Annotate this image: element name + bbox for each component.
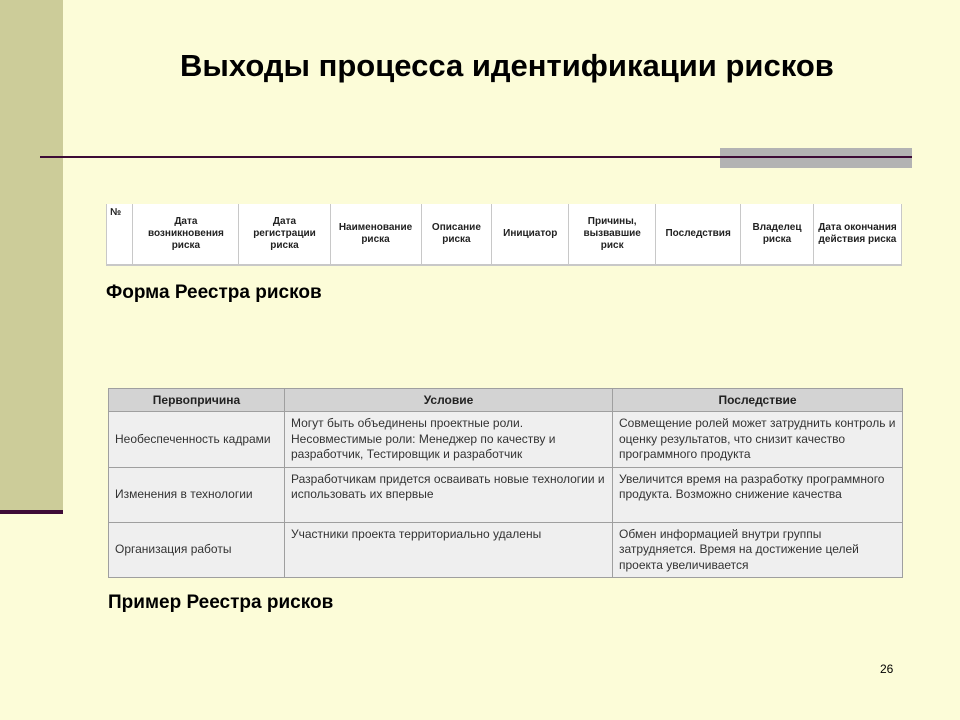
table-row	[109, 412, 903, 468]
cause-cell: Изменения в технологии	[109, 467, 285, 522]
example-column-header: Последствие	[613, 389, 903, 412]
consequence-cell: Совмещение ролей может затруднить контроль и оценку результатов, что снизит качество программного продукта	[613, 412, 903, 468]
risk-registry-example-table	[108, 388, 903, 578]
form-column-header: Последствия	[656, 204, 741, 265]
consequence-cell: Обмен информацией внутри группы затрудняется. Время на достижение целей проекта увеличивается	[613, 522, 903, 578]
left-decor-band	[0, 0, 63, 510]
form-registry-caption: Форма Реестра рисков	[106, 282, 322, 303]
cause-cell: Организация работы	[109, 522, 285, 578]
form-column-header: Дата регистрации риска	[239, 204, 330, 265]
example-header-row	[109, 389, 903, 412]
condition-cell: Участники проекта территориально удалены	[285, 522, 613, 578]
form-column-header: Причины, вызвавшие риск	[569, 204, 656, 265]
table-row	[109, 467, 903, 522]
form-column-header: Дата возникновения риска	[133, 204, 239, 265]
form-column-header: Владелец риска	[741, 204, 814, 265]
condition-cell: Могут быть объединены проектные роли. Несовместимые роли: Менеджер по качеству и разработчик, Тестировщик и разработчик	[285, 412, 613, 468]
form-header-row	[107, 204, 902, 265]
table-row	[109, 522, 903, 578]
title-rule-accent	[720, 148, 912, 168]
form-column-header: Описание риска	[421, 204, 492, 265]
form-column-header: Дата окончания действия риска	[813, 204, 901, 265]
left-decor-line	[0, 510, 63, 514]
risk-registry-form-table	[106, 204, 902, 266]
slide-title: Выходы процесса идентификации рисков	[180, 48, 834, 83]
consequence-cell: Увеличится время на разработку программного продукта. Возможно снижение качества	[613, 467, 903, 522]
cause-cell: Необеспеченность кадрами	[109, 412, 285, 468]
title-rule-accent-line	[720, 156, 912, 158]
form-column-header: Наименование риска	[330, 204, 421, 265]
example-registry-caption: Пример Реестра рисков	[108, 592, 334, 613]
example-column-header: Условие	[285, 389, 613, 412]
example-column-header: Первопричина	[109, 389, 285, 412]
form-column-header: Инициатор	[492, 204, 569, 265]
condition-cell: Разработчикам придется осваивать новые технологии и использовать их впервые	[285, 467, 613, 522]
form-column-header: №	[107, 204, 133, 265]
page-number: 26	[880, 662, 894, 676]
